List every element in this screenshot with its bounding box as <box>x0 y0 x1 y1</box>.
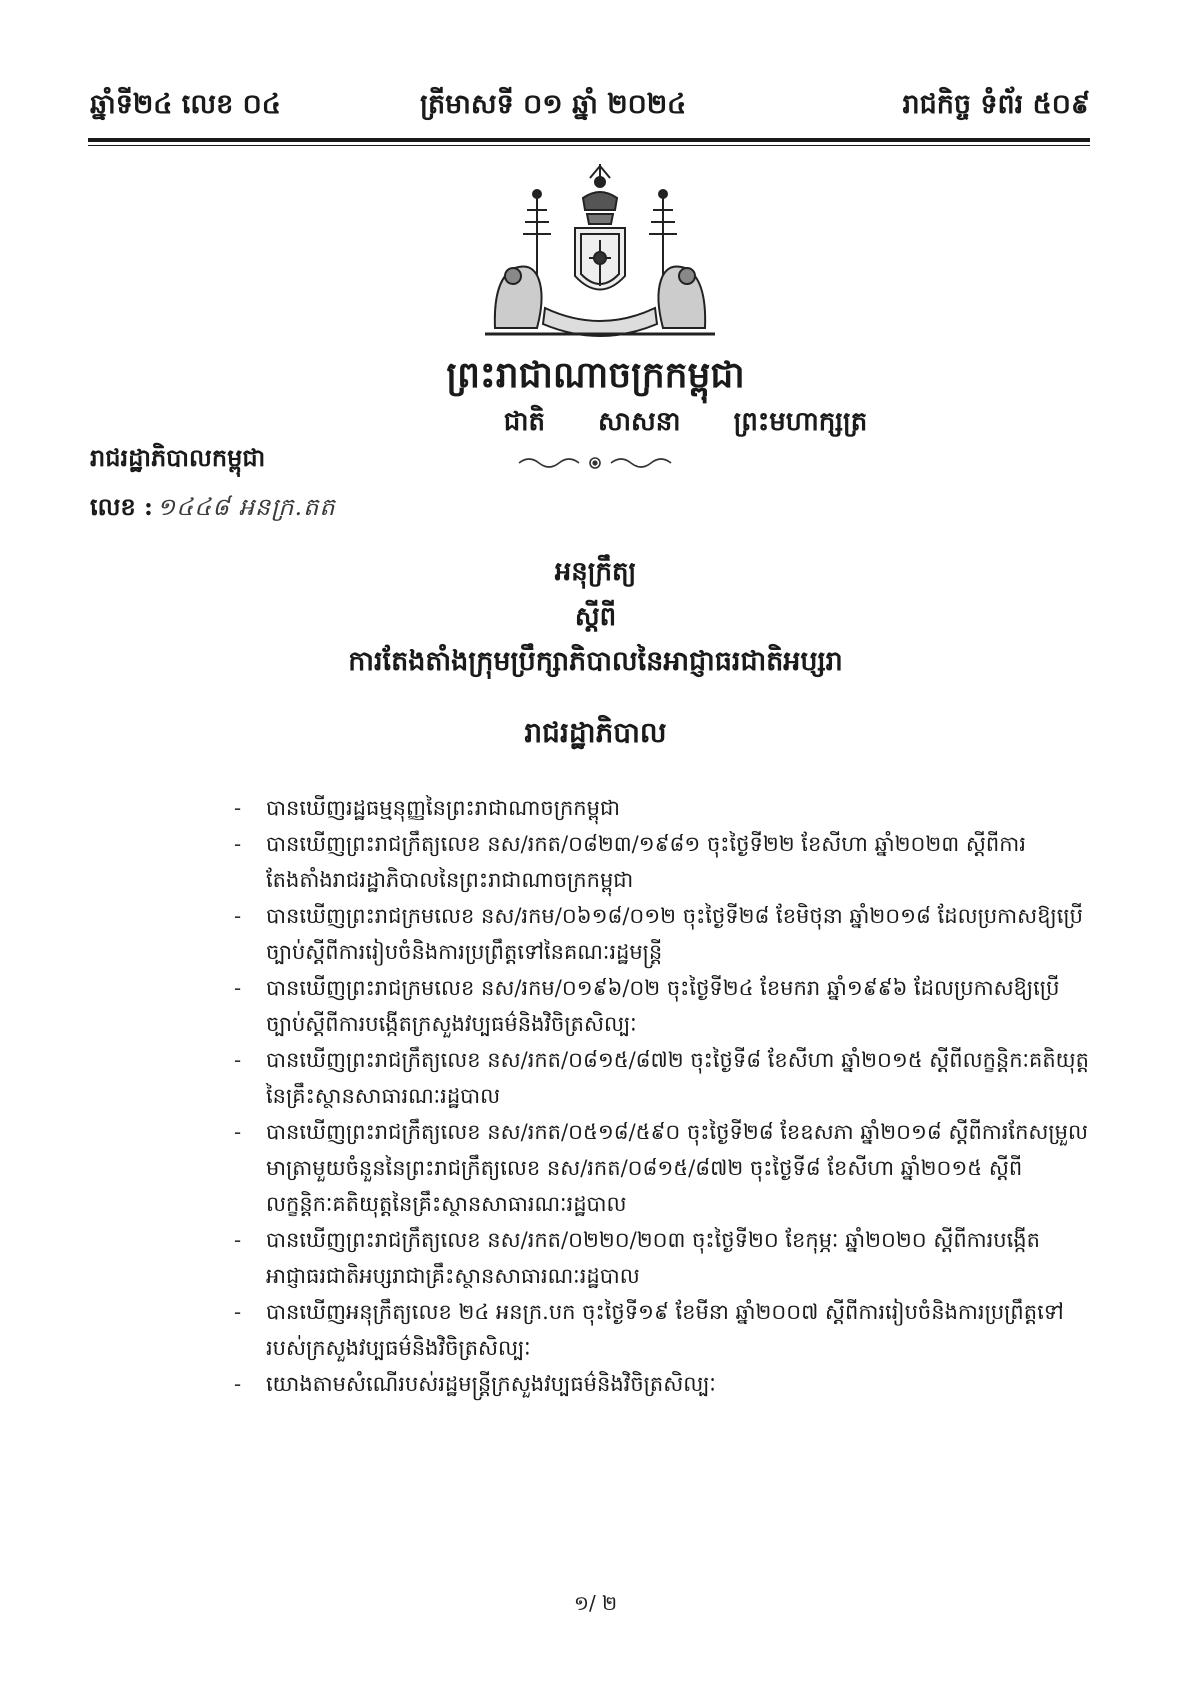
kingdom-title: ព្រះរាជាណាចក្រកម្ពុជា <box>446 354 745 396</box>
header-rule-thin <box>88 145 1090 146</box>
list-item: - បានឃើញព្រះរាជក្រមលេខ នស/រកម/០៦១៨/០១២ ចុះថ្ងៃទី២៨ ខែមិថុនា ឆ្នាំ២០១៨ ដែលប្រកាសឱ្យប្រើច្បាប់ស្តីពីការរៀបចំនិងការប្រព្រឹត្តទៅនៃគណៈរដ្ឋមន្ត្រី <box>230 898 1090 970</box>
document-type: អនុក្រឹត្យ <box>554 557 637 587</box>
motto-king: ព្រះមហាក្សត្រ <box>733 407 868 437</box>
motto-religion: សាសនា <box>598 407 681 437</box>
list-item: - បានឃើញព្រះរាជក្រឹត្យលេខ នស/រកត/០៨២៣/១៩៨១ ចុះថ្ងៃទី២២ ខែសីហា ឆ្នាំ២០២៣ ស្តីពីការតែងតាំងរាជរដ្ឋាភិបាលនៃព្រះរាជាណាចក្រកម្ពុជា <box>230 826 1090 898</box>
issuing-authority: រាជរដ្ឋាភិបាលកម្ពុជា <box>90 443 266 472</box>
document-subject: ការតែងតាំងក្រុមប្រឹក្សាភិបាលនៃអាជ្ញាធរជាតិអប្សរា <box>348 646 843 677</box>
document-about: ស្តីពី <box>574 602 617 632</box>
national-motto <box>90 405 1191 443</box>
list-item: - យោងតាមសំណើរបស់រដ្ឋមន្ត្រីក្រសួងវប្បធម៌និងវិចិត្រសិល្បៈ <box>230 1366 1090 1402</box>
list-item: - បានឃើញរដ្ឋធម្មនុញ្ញនៃព្រះរាជាណាចក្រកម្ពុជា <box>230 790 1090 826</box>
list-item: - បានឃើញព្រះរាជក្រឹត្យលេខ នស/រកត/០៥១៨/៥៩០ ចុះថ្ងៃទី២៨ ខែឧសភា ឆ្នាំ២០១៨ ស្តីពីការកែសម្រួលមាត្រាមួយចំនួននៃព្រះរាជក្រឹត្យលេខ នស/រកត/០៨១៥/៨៧២ ចុះថ្ងៃទី៨ ខែសីហា ឆ្នាំ២០១៥ ស្តីពីលក្ខន្តិកៈគតិយុត្តនៃគ្រឹះស្ថានសាធារណៈរដ្ឋបាល <box>230 1114 1090 1222</box>
gazette-page: រាជកិច្ច ទំព័រ ៥០៩ <box>902 89 1090 120</box>
reference-number <box>90 492 336 527</box>
preamble-list <box>230 790 1090 1402</box>
gazette-header <box>90 88 1090 128</box>
list-item: - បានឃើញព្រះរាជក្រឹត្យលេខ នស/រកត/០៨១៥/៨៧២ ចុះថ្ងៃទី៨ ខែសីហា ឆ្នាំ២០១៥ ស្តីពីលក្ខន្តិកៈគតិយុត្តនៃគ្រឹះស្ថានសាធារណៈរដ្ឋបាល <box>230 1042 1090 1114</box>
reference-handwritten-number: ១៤៤៨ អនក្រ.តត <box>156 493 336 521</box>
list-item: - បានឃើញព្រះរាជក្រឹត្យលេខ នស/រកត/០២២០/២០៣ ចុះថ្ងៃទី២០ ខែកុម្ភៈ ឆ្នាំ២០២០ ស្តីពីការបង្កើតអាជ្ញាធរជាតិអប្សរាជាគ្រឹះស្ថានសាធារណៈរដ្ឋបាល <box>230 1222 1090 1294</box>
enacting-authority: រាជរដ្ឋាភិបាល <box>524 716 667 749</box>
header-rule <box>88 138 1090 142</box>
list-item: - បានឃើញអនុក្រឹត្យលេខ ២៤ អនក្រ.បក ចុះថ្ងៃទី១៩ ខែមីនា ឆ្នាំ២០០៧ ស្តីពីការរៀបចំនិងការប្រព្រឹត្តទៅរបស់ក្រសួងវប្បធម៌និងវិចិត្រសិល្បៈ <box>230 1294 1090 1366</box>
royal-coat-of-arms-icon <box>475 158 725 348</box>
page-number: ១/ ២ <box>573 1591 618 1615</box>
motto-nation: ជាតិ <box>503 407 545 437</box>
ornament-divider-icon <box>515 453 675 473</box>
gazette-year-issue: ឆ្នាំទី២៤ លេខ ០៤ <box>90 89 281 120</box>
list-item: - បានឃើញព្រះរាជក្រមលេខ នស/រកម/០១៩៦/០២ ចុះថ្ងៃទី២៤ ខែមករា ឆ្នាំ១៩៩៦ ដែលប្រកាសឱ្យប្រើច្បាប់ស្តីពីការបង្កើតក្រសួងវប្បធម៌និងវិចិត្រសិល្បៈ <box>230 970 1090 1042</box>
reference-label: លេខ : <box>90 492 153 521</box>
gazette-quarter: ត្រីមាសទី ០១ ឆ្នាំ ២០២៤ <box>420 89 687 120</box>
